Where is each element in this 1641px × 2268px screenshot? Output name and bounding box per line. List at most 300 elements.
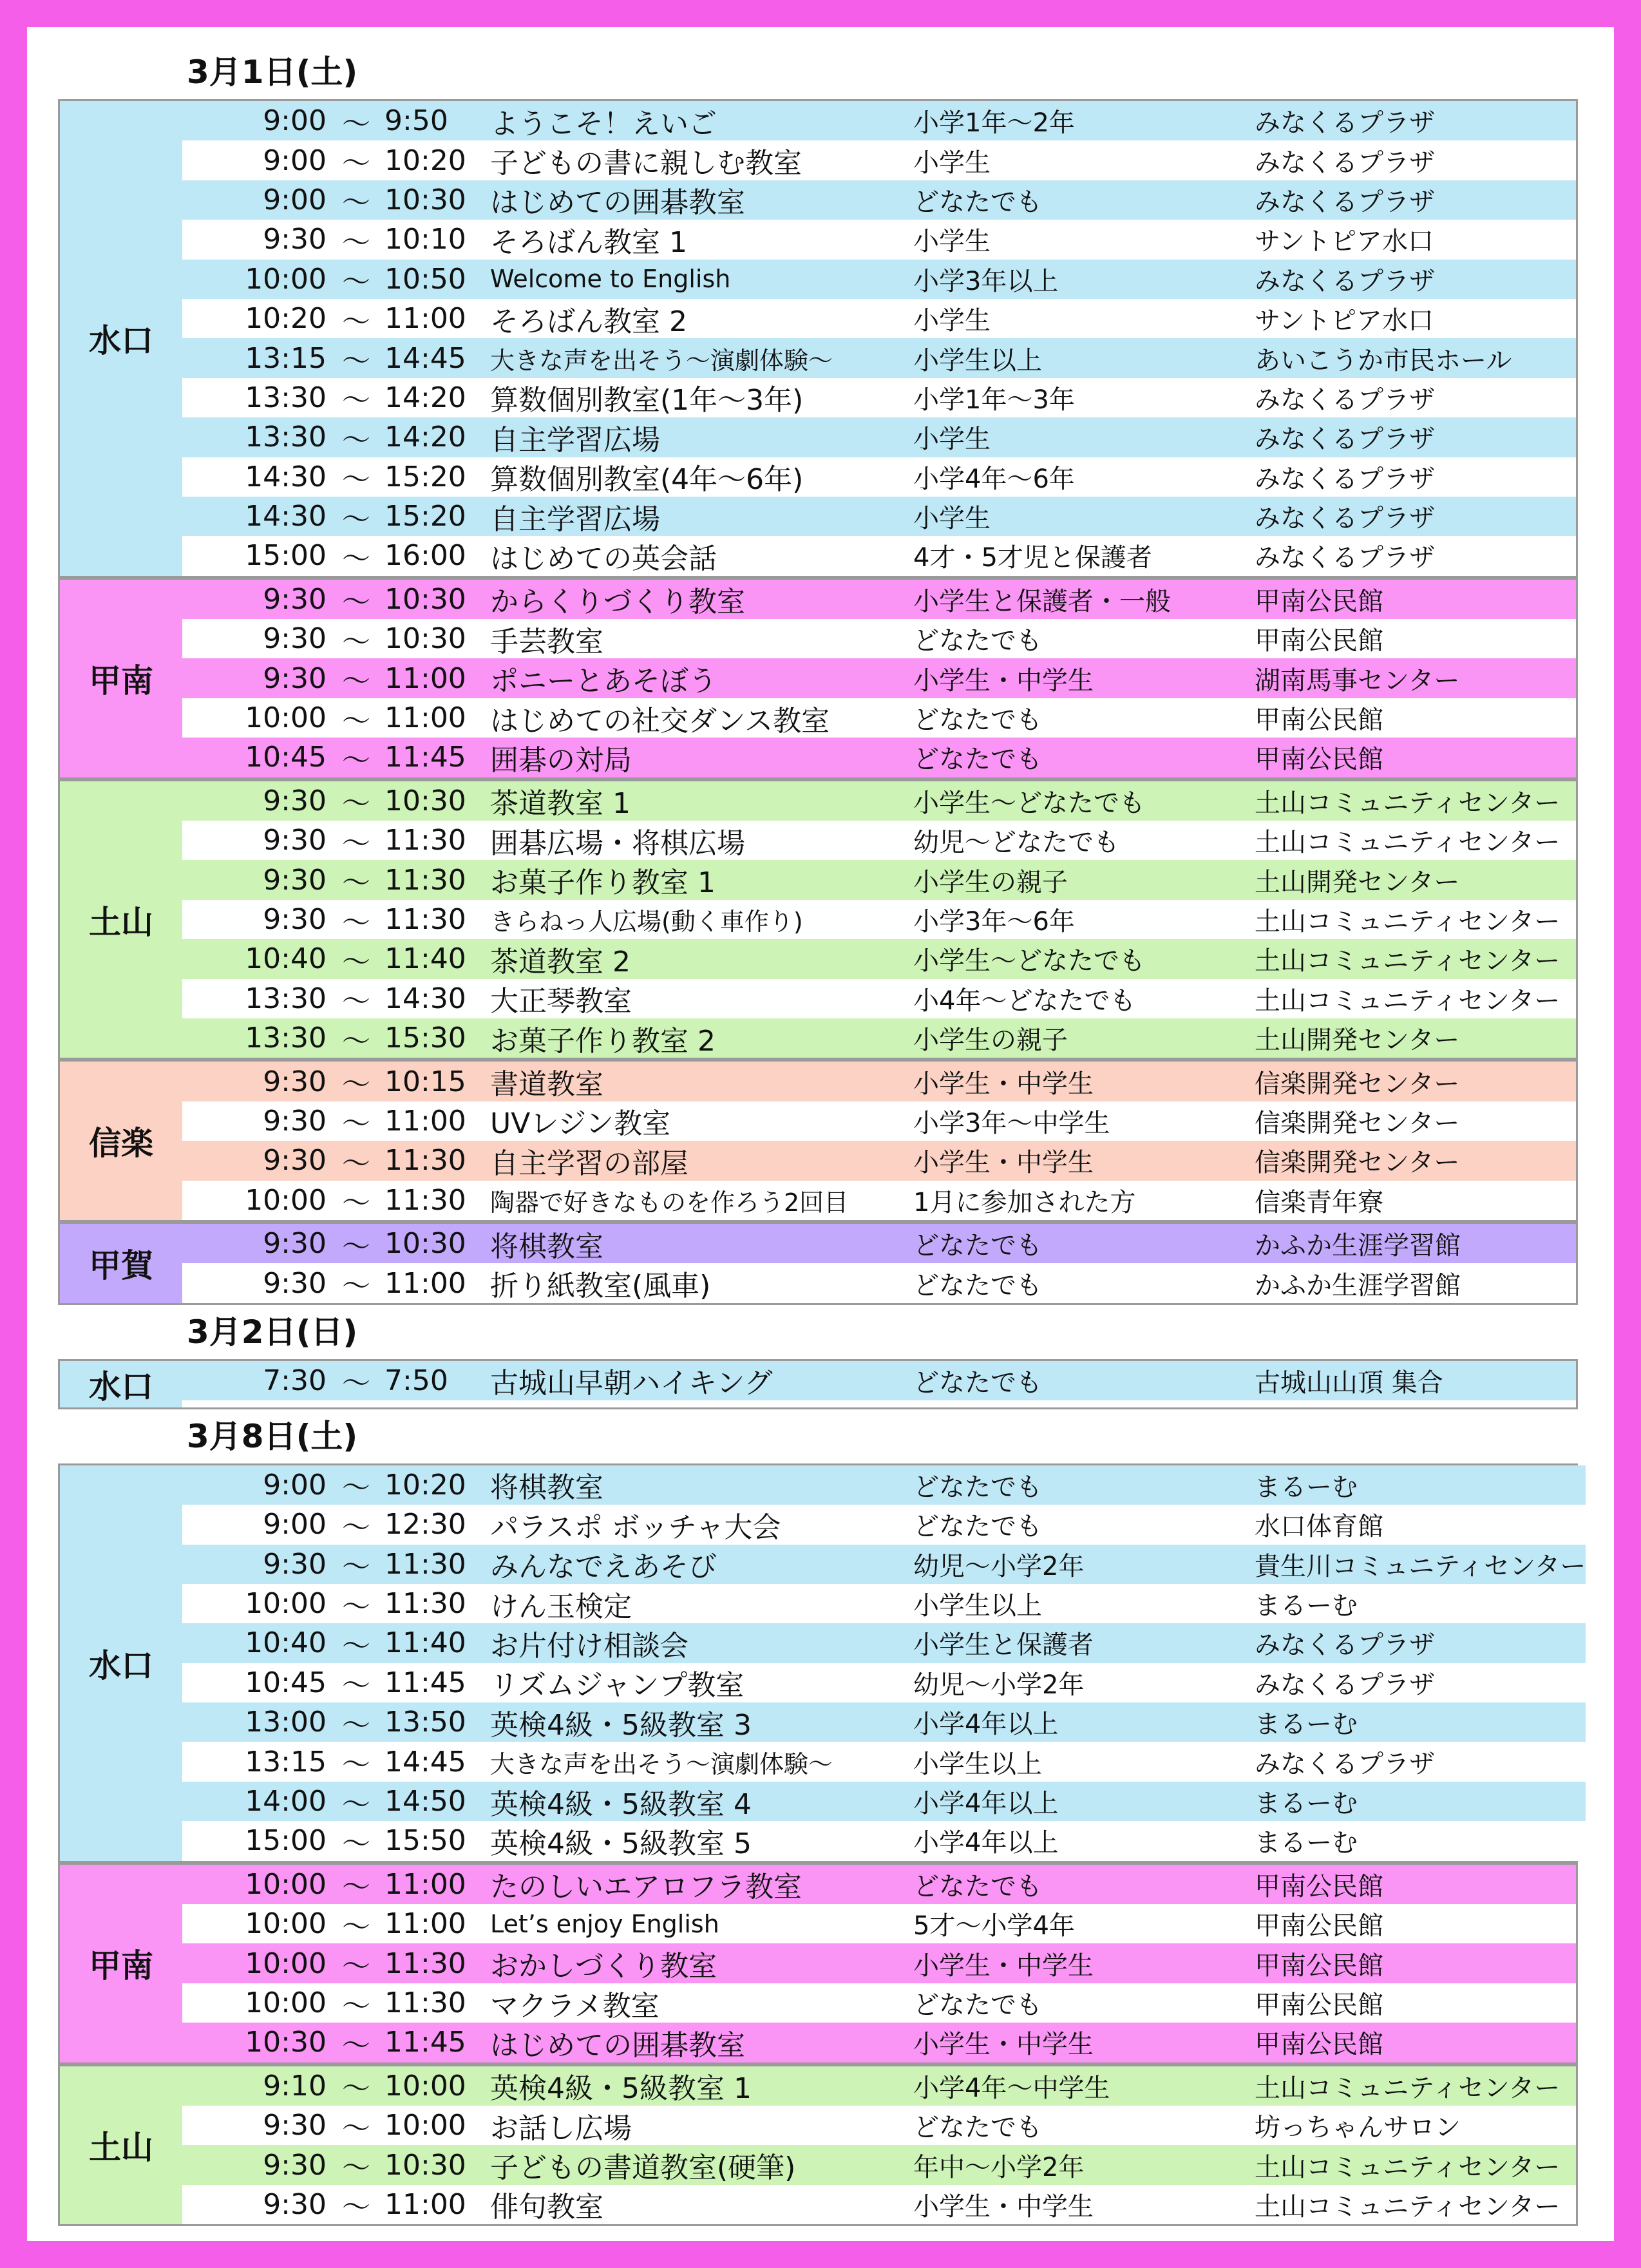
date-heading: 3月1日(土) (187, 53, 358, 91)
venue: 信楽開発センター (1255, 1148, 1460, 1178)
tilde: ～ (342, 1629, 370, 1663)
target-audience: 小学生・中学生 (913, 1069, 1094, 1099)
table-row (182, 580, 1576, 619)
tilde: ～ (342, 1550, 370, 1584)
end-time: 11:00 (384, 1104, 466, 1138)
target-audience: 5才～小学4年 (913, 1911, 1075, 1941)
venue: 貴生川コミュニティセンター (1255, 1551, 1586, 1581)
start-time: 14:00 (245, 1785, 327, 1818)
event-name: パラスポ ボッチャ大会 (490, 1510, 781, 1544)
tilde: ～ (342, 1024, 370, 1058)
start-time: 9:30 (263, 903, 327, 936)
target-audience: 小学4年以上 (913, 1789, 1059, 1819)
venue: 土山コミュニティセンター (1255, 828, 1560, 858)
event-name: からくりづくり教室 (490, 586, 745, 619)
tilde: ～ (342, 787, 370, 821)
event-name: 子どもの書に親しむ教室 (490, 147, 802, 180)
tilde: ～ (342, 1270, 370, 1303)
tilde: ～ (342, 225, 370, 259)
schedule (58, 45, 1586, 2226)
end-time: 14:45 (384, 1745, 466, 1778)
tilde: ～ (342, 1910, 370, 1943)
start-time: 9:00 (263, 1468, 327, 1501)
end-time: 10:15 (384, 1065, 466, 1098)
target-audience: 小学生・中学生 (913, 665, 1094, 696)
tilde: ～ (342, 704, 370, 738)
end-time: 10:00 (384, 2069, 466, 2102)
tilde: ～ (342, 1669, 370, 1702)
end-time: 10:00 (384, 2109, 466, 2142)
event-name: 茶道教室 1 (490, 787, 631, 821)
tilde: ～ (342, 345, 370, 378)
end-time: 11:45 (384, 2026, 466, 2059)
target-audience: どなたでも (913, 1367, 1042, 1398)
event-name: リズムジャンプ教室 (490, 1669, 745, 1702)
target-audience: 小学生 (913, 148, 991, 178)
event-name: はじめての囲碁教室 (490, 2028, 745, 2062)
start-time: 14:30 (245, 500, 327, 533)
end-time: 10:10 (384, 223, 466, 256)
target-audience: どなたでも (913, 1472, 1042, 1502)
start-time: 10:20 (245, 302, 327, 336)
tilde: ～ (342, 1827, 370, 1860)
venue: まるーむ (1255, 1591, 1358, 1621)
target-audience: 1月に参加された方 (913, 1187, 1136, 1217)
region-group (58, 1863, 1578, 2064)
start-time: 15:00 (245, 539, 327, 573)
venue: 甲南公民館 (1255, 745, 1383, 775)
venue: みなくるプラザ (1255, 1630, 1435, 1661)
region-group (58, 99, 1578, 578)
start-time: 10:00 (245, 1986, 327, 2019)
start-time: 9:30 (263, 1266, 327, 1300)
start-time: 13:30 (245, 982, 327, 1015)
target-audience: 小学3年～6年 (913, 907, 1075, 937)
event-name: 折り紙教室(風車) (490, 1270, 711, 1303)
event-name: 自主学習広場 (490, 423, 660, 457)
region-label: 水口 (60, 1465, 182, 1861)
venue: みなくるプラザ (1255, 543, 1435, 573)
end-time: 7:50 (384, 1364, 448, 1397)
table-row (182, 1141, 1576, 1180)
event-name: 俳句教室 (490, 2191, 603, 2224)
tilde: ～ (342, 1147, 370, 1180)
target-audience: どなたでも (913, 705, 1042, 736)
tilde: ～ (342, 826, 370, 860)
region-label: 甲南 (60, 1865, 182, 2063)
table-row (182, 1224, 1576, 1263)
table-row (182, 2185, 1576, 2224)
start-time: 10:30 (245, 2026, 327, 2059)
target-audience: どなたでも (913, 187, 1042, 217)
venue: 土山開発センター (1255, 1025, 1460, 1056)
target-audience: 小学生と保護者・一般 (913, 586, 1171, 616)
table-row (182, 1263, 1576, 1302)
start-time: 10:40 (245, 1626, 327, 1660)
start-time: 9:30 (263, 784, 327, 817)
table-row (182, 1101, 1576, 1141)
event-name: Let’s enjoy English (490, 1909, 719, 1938)
venue: 甲南公民館 (1255, 1990, 1383, 2020)
venue: まるーむ (1255, 1789, 1358, 1819)
event-name: 大きな声を出そう～演劇体験～ (490, 346, 833, 375)
table-row (182, 979, 1576, 1018)
end-time: 10:30 (384, 622, 466, 656)
event-name: はじめての社交ダンス教室 (490, 704, 830, 738)
table-row (182, 1943, 1576, 1983)
table-row (182, 457, 1576, 497)
table-row (182, 378, 1576, 417)
start-time: 10:00 (245, 1183, 327, 1217)
event-name: そろばん教室 1 (490, 225, 687, 259)
venue: まるーむ (1255, 1828, 1358, 1858)
start-time: 9:10 (263, 2069, 327, 2102)
end-time: 10:30 (384, 784, 466, 817)
target-audience: 小学生・中学生 (913, 2191, 1094, 2222)
end-time: 15:50 (384, 1824, 466, 1858)
tilde: ～ (342, 384, 370, 417)
venue: 坊っちゃんサロン (1255, 2113, 1461, 2143)
event-name: 囲碁の対局 (490, 743, 632, 777)
venue: かふか生涯学習館 (1255, 1270, 1461, 1301)
table-row (182, 1904, 1576, 1943)
venue: 甲南公民館 (1255, 2030, 1383, 2060)
tilde: ～ (342, 1510, 370, 1544)
target-audience: 4才・5才児と保護者 (913, 543, 1152, 573)
start-time: 13:15 (245, 1745, 327, 1778)
start-time: 9:00 (263, 144, 327, 177)
end-time: 10:20 (384, 144, 466, 177)
venue: あいこうか市民ホール (1255, 345, 1512, 376)
region-group (58, 1222, 1578, 1305)
tilde: ～ (342, 502, 370, 536)
table-row (182, 220, 1576, 259)
end-time: 15:20 (384, 460, 466, 493)
table-row (182, 1983, 1576, 2023)
end-time: 11:30 (384, 903, 466, 936)
venue: サントピア水口 (1255, 227, 1434, 257)
region-group (58, 2064, 1578, 2227)
venue: 甲南公民館 (1255, 1950, 1383, 1981)
start-time: 13:30 (245, 381, 327, 414)
end-time: 11:30 (384, 1547, 466, 1581)
venue: まるーむ (1255, 1710, 1358, 1740)
end-time: 11:45 (384, 1666, 466, 1699)
table-row (182, 260, 1576, 299)
table-row (182, 299, 1576, 338)
tilde: ～ (342, 1989, 370, 2023)
region-label: 甲賀 (60, 1224, 182, 1303)
end-time: 11:30 (384, 824, 466, 857)
table-row (182, 900, 1576, 939)
target-audience: 小学3年以上 (913, 266, 1059, 296)
table-row (182, 2023, 1576, 2062)
venue: 甲南公民館 (1255, 586, 1383, 616)
venue: サントピア水口 (1255, 306, 1434, 336)
event-name: はじめての囲碁教室 (490, 186, 745, 220)
target-audience: 小学生 (913, 306, 991, 336)
target-audience: 小学生～どなたでも (913, 788, 1145, 818)
table-row (182, 939, 1576, 978)
target-audience: どなたでも (913, 1231, 1042, 1261)
venue: みなくるプラザ (1255, 266, 1435, 296)
venue: みなくるプラザ (1255, 108, 1435, 138)
tilde: ～ (342, 985, 370, 1018)
tilde: ～ (342, 1590, 370, 1623)
region-group (58, 1463, 1586, 1863)
start-time: 13:30 (245, 1022, 327, 1055)
tilde: ～ (342, 1787, 370, 1821)
target-audience: 小学生・中学生 (913, 2030, 1094, 2060)
region-label: 水口 (60, 1361, 182, 1407)
region-group (58, 779, 1578, 1060)
venue: みなくるプラザ (1255, 1670, 1435, 1700)
end-time: 12:30 (384, 1508, 466, 1541)
event-name: 英検4級・5級教室 4 (490, 1787, 752, 1821)
target-audience: 小学生以上 (913, 1591, 1042, 1621)
tilde: ～ (342, 1186, 370, 1220)
event-name: お片付け相談会 (490, 1629, 688, 1663)
end-time: 11:30 (384, 1183, 466, 1217)
target-audience: 小学1年～3年 (913, 385, 1075, 415)
event-name: けん玉検定 (490, 1590, 632, 1623)
tilde: ～ (342, 1068, 370, 1101)
venue: みなくるプラザ (1255, 424, 1435, 455)
event-name: 算数個別教室(4年～6年) (490, 463, 804, 497)
table-row (182, 1865, 1576, 1904)
tilde: ～ (342, 1708, 370, 1742)
table-row (182, 1584, 1586, 1623)
event-name: UVレジン教室 (490, 1107, 671, 1141)
venue: 土山コミュニティセンター (1255, 986, 1560, 1016)
venue: 信楽開発センター (1255, 1108, 1460, 1138)
end-time: 15:20 (384, 500, 466, 533)
region-group (58, 1359, 1578, 1409)
target-audience: 小学生以上 (913, 1749, 1042, 1779)
venue: みなくるプラザ (1255, 504, 1435, 534)
tilde: ～ (342, 305, 370, 338)
target-audience: 小学生の親子 (913, 867, 1068, 897)
target-audience: 小学生と保護者 (913, 1630, 1094, 1661)
event-name: 手芸教室 (490, 625, 603, 658)
region-label: 信楽 (60, 1062, 182, 1220)
tilde: ～ (342, 2028, 370, 2062)
end-time: 11:30 (384, 1144, 466, 1177)
table-row (182, 1663, 1586, 1702)
table-row (182, 1018, 1576, 1058)
tilde: ～ (342, 625, 370, 658)
end-time: 11:30 (384, 863, 466, 897)
target-audience: どなたでも (913, 1990, 1042, 2020)
table-row (182, 1545, 1586, 1584)
tilde: ～ (342, 1367, 370, 1400)
event-name: お話し広場 (490, 2111, 632, 2145)
start-time: 9:30 (263, 2148, 327, 2182)
target-audience: どなたでも (913, 745, 1042, 775)
start-time: 9:30 (263, 1065, 327, 1098)
event-name: お菓子作り教室 1 (490, 866, 716, 900)
target-audience: どなたでも (913, 626, 1042, 656)
target-audience: 小学生・中学生 (913, 1950, 1094, 1981)
start-time: 9:30 (263, 1144, 327, 1177)
table-row (182, 1062, 1576, 1101)
venue: 甲南公民館 (1255, 705, 1383, 736)
start-time: 13:30 (245, 421, 327, 454)
start-time: 9:00 (263, 104, 327, 138)
start-time: 9:30 (263, 2187, 327, 2221)
venue: 土山コミュニティセンター (1255, 788, 1560, 818)
start-time: 9:30 (263, 2109, 327, 2142)
venue: 古城山山頂 集合 (1255, 1367, 1443, 1398)
target-audience: 小学生の親子 (913, 1025, 1068, 1056)
table-row (182, 417, 1576, 457)
tilde: ～ (342, 423, 370, 457)
event-name: はじめての英会話 (490, 542, 717, 575)
region-group (58, 1060, 1578, 1222)
start-time: 13:00 (245, 1706, 327, 1739)
table-row (182, 1465, 1586, 1505)
event-name: ようこそ！えいご (490, 107, 717, 140)
start-time: 9:30 (263, 1547, 327, 1581)
target-audience: どなたでも (913, 1270, 1042, 1301)
table-row (182, 2106, 1576, 2145)
tilde: ～ (342, 1471, 370, 1505)
venue: みなくるプラザ (1255, 385, 1435, 415)
target-audience: 小学生・中学生 (913, 1148, 1094, 1178)
end-time: 11:45 (384, 741, 466, 774)
event-name: 古城山早朝ハイキング (490, 1367, 773, 1400)
event-name: 自主学習の部屋 (490, 1147, 688, 1180)
venue: 土山コミュニティセンター (1255, 907, 1560, 937)
table-row (182, 1181, 1576, 1220)
tilde: ～ (342, 1107, 370, 1141)
table-row (182, 101, 1576, 140)
tilde: ～ (342, 665, 370, 698)
end-time: 14:20 (384, 381, 466, 414)
venue: 甲南公民館 (1255, 626, 1383, 656)
tilde: ～ (342, 945, 370, 978)
table-row (182, 1821, 1586, 1860)
event-name: おかしづくり教室 (490, 1950, 717, 1983)
tilde: ～ (342, 743, 370, 777)
start-time: 9:30 (263, 622, 327, 656)
venue: 甲南公民館 (1255, 1911, 1383, 1941)
table-row (182, 2145, 1576, 2184)
end-time: 11:30 (384, 1947, 466, 1980)
event-name: 自主学習広場 (490, 502, 660, 536)
venue: まるーむ (1255, 1472, 1358, 1502)
tilde: ～ (342, 1950, 370, 1983)
start-time: 9:00 (263, 183, 327, 216)
end-time: 14:45 (384, 341, 466, 375)
table-row (182, 180, 1576, 220)
tilde: ～ (342, 2072, 370, 2106)
tilde: ～ (342, 2111, 370, 2145)
target-audience: 幼児～小学2年 (913, 1551, 1085, 1581)
table-row (182, 536, 1576, 575)
venue: 甲南公民館 (1255, 1871, 1383, 1901)
event-name: 英検4級・5級教室 5 (490, 1827, 752, 1860)
table-row (182, 860, 1576, 899)
date-heading: 3月8日(土) (187, 1417, 358, 1455)
end-time: 11:40 (384, 1626, 466, 1660)
table-row (182, 1742, 1586, 1781)
start-time: 10:45 (245, 741, 327, 774)
event-name: そろばん教室 2 (490, 305, 687, 338)
start-time: 10:00 (245, 1947, 327, 1980)
event-name: 囲碁広場・将棋広場 (490, 826, 745, 860)
region-label: 水口 (60, 101, 182, 576)
tilde: ～ (342, 1230, 370, 1263)
end-time: 10:30 (384, 183, 466, 216)
target-audience: 小学生以上 (913, 345, 1042, 376)
event-name: 将棋教室 (490, 1471, 603, 1505)
tilde: ～ (342, 906, 370, 939)
target-audience: 小4年～どなたでも (913, 986, 1136, 1016)
venue: かふか生涯学習館 (1255, 1231, 1461, 1261)
start-time: 9:30 (263, 863, 327, 897)
start-time: 10:00 (245, 262, 327, 296)
event-name: 英検4級・5級教室 1 (490, 2072, 752, 2106)
start-time: 9:30 (263, 662, 327, 695)
end-time: 11:00 (384, 302, 466, 336)
target-audience: どなたでも (913, 2113, 1042, 2143)
end-time: 11:00 (384, 2187, 466, 2221)
event-name: 英検4級・5級教室 3 (490, 1708, 752, 1742)
target-audience: 年中～小学2年 (913, 2152, 1085, 2182)
end-time: 14:20 (384, 421, 466, 454)
table-row (182, 658, 1576, 698)
start-time: 9:30 (263, 1227, 327, 1261)
target-audience: 小学4年以上 (913, 1828, 1059, 1858)
event-name: 将棋教室 (490, 1230, 603, 1263)
start-time: 9:30 (263, 1104, 327, 1138)
table-row (182, 338, 1576, 377)
start-time: 10:00 (245, 1867, 327, 1901)
start-time: 10:00 (245, 1907, 327, 1941)
target-audience: 幼児～どなたでも (913, 828, 1119, 858)
table-row (182, 698, 1576, 738)
end-time: 10:50 (384, 262, 466, 296)
table-row (182, 1702, 1586, 1742)
table-row (182, 781, 1576, 821)
venue: 土山コミュニティセンター (1255, 2152, 1560, 2182)
start-time: 10:00 (245, 1587, 327, 1621)
tilde: ～ (342, 463, 370, 497)
start-time: 10:40 (245, 942, 327, 976)
tilde: ～ (342, 2151, 370, 2185)
start-time: 10:00 (245, 701, 327, 735)
venue: みなくるプラザ (1255, 187, 1435, 217)
tilde: ～ (342, 2191, 370, 2224)
start-time: 13:15 (245, 341, 327, 375)
venue: 信楽開発センター (1255, 1069, 1460, 1099)
start-time: 10:45 (245, 1666, 327, 1699)
target-audience: 小学4年～中学生 (913, 2073, 1110, 2103)
start-time: 14:30 (245, 460, 327, 493)
table-row (182, 1361, 1576, 1400)
tilde: ～ (342, 1748, 370, 1782)
event-name: 書道教室 (490, 1068, 603, 1101)
target-audience: 小学生 (913, 424, 991, 455)
end-time: 11:30 (384, 1587, 466, 1621)
table-row (182, 1782, 1586, 1821)
venue: みなくるプラザ (1255, 464, 1435, 494)
end-time: 15:30 (384, 1022, 466, 1055)
event-name: 大正琴教室 (490, 985, 632, 1018)
event-name: 算数個別教室(1年～3年) (490, 384, 804, 417)
end-time: 10:30 (384, 582, 466, 616)
